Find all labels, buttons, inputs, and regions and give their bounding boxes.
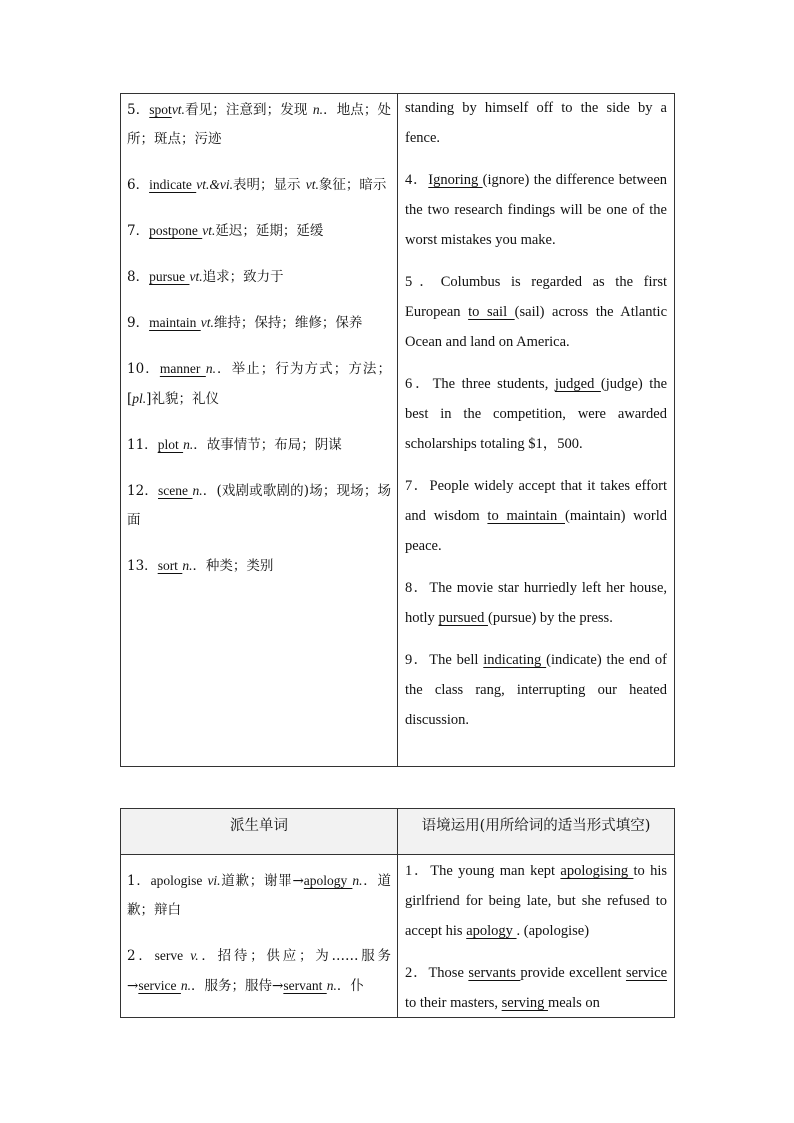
word-entry-11: 11．plot n.．故事情节；布局；阴谋 <box>127 437 342 453</box>
usage-item-2: 2．Those servants provide excellent service to their masters, serving meals on <box>405 965 668 1011</box>
usage-item-1: 1．The young man kept apologising to his girlfriend for being late, but she refused to accept his apology . (apologise) <box>405 863 667 939</box>
exercise-9: 9．The bell indicating (indicate) the end of the class rang, interrupting our heated discussion. <box>405 652 667 728</box>
derived-entry-2: 2．serve v.．招待；供应；为……服务→service n.．服务；服侍→servant n.．仆 <box>127 948 392 994</box>
exercise-6: 6．The three students, judged (judge) the best in the competition, were awarded scholarships totaling $1，500. <box>405 376 668 452</box>
word-entry-6: 6．indicate vt.&vi.表明；显示 vt.象征；暗示 <box>127 177 387 193</box>
derived-words-cell <box>121 855 398 1018</box>
exercise-8: 8．The movie star hurriedly left her house, hotly pursued (pursue) by the press. <box>405 580 668 626</box>
exercise-continuation: standing by himself off to the side by a fence. <box>405 100 667 146</box>
derivatives-table <box>120 808 675 1018</box>
header-derived-words: 派生单词 <box>121 809 398 855</box>
word-entry-8: 8．pursue vt.追求；致力于 <box>127 269 284 285</box>
exercise-4: 4．Ignoring (ignore) the difference between the two research findings will be one of the worst mistakes you make. <box>405 172 667 248</box>
exercise-5: 5．Columbus is regarded as the first European to sail (sail) across the Atlantic Ocean and land on America. <box>405 274 668 350</box>
word-entry-10: 10．manner n.．举止；行为方式；方法；[pl.]礼貌；礼仪 <box>127 361 391 407</box>
context-usage-cell <box>398 855 675 1018</box>
word-list-cell <box>121 94 398 767</box>
word-entry-9: 9．maintain vt.维持；保持；维修；保养 <box>127 315 363 331</box>
word-entry-7: 7．postpone vt.延迟；延期；延缓 <box>127 223 324 239</box>
exercise-7: 7．People widely accept that it takes effort and wisdom to maintain (maintain) world peace. <box>405 478 668 554</box>
word-entry-12: 12．scene n.．(戏剧或歌剧的)场；现场；场面 <box>127 483 391 528</box>
header-context-usage: 语境运用(用所给词的适当形式填空) <box>398 809 675 855</box>
word-entry-13: 13．sort n.．种类；类别 <box>127 558 274 574</box>
context-exercise-cell <box>398 94 675 767</box>
word-entry-5: 5．spotvt.看见；注意到；发现 n.．地点；处所；斑点；污迹 <box>127 102 391 147</box>
derived-entry-1: 1．apologise vi.道歉；谢罪→apology n.．道歉；辩白 <box>127 873 392 918</box>
vocabulary-table <box>120 93 675 767</box>
